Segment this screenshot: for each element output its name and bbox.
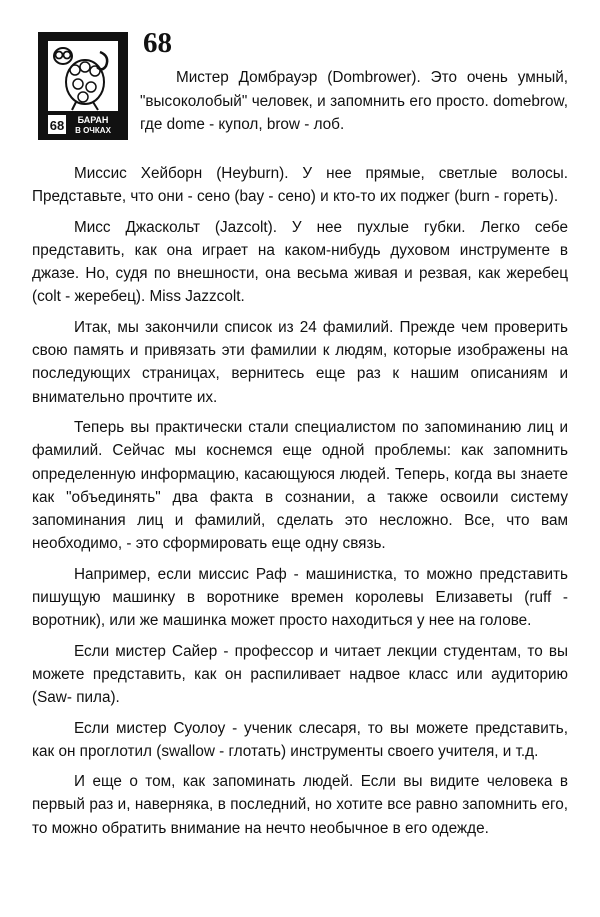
stamp-number: 68	[49, 118, 65, 133]
stamp-line1: БАРАН	[77, 115, 109, 125]
page-number: 68	[143, 27, 172, 59]
paragraph: Мисс Джаскольт (Jazcolt). У нее пухлые губки. Легко себе представить, как она играет на каком-нибудь духовом инструменте в джазе. Но, судя по внешности, она весьма живая и резвая, как жеребец (colt - жеребец). Miss Jazzcolt.	[32, 218, 568, 306]
paragraph: Если мистер Сайер - профессор и читает лекции студентам, то вы можете представить, как он распиливает надвое класс или аудиторию (Saw- пила).	[32, 642, 568, 707]
paragraph: Итак, мы закончили список из 24 фамилий. Прежде чем проверить свою память и привязать эти фамилии к людям, которые изображены на последующих страницах, вернитесь еще раз к нашим описаниям и внимательно прочтите их.	[32, 318, 568, 406]
paragraph: И еще о том, как запоминать людей. Если вы видите человека в первый раз и, наверняка, в последний, но хотите все равно запомнить его, то можно обратить внимание на нечто необычное в его одежде.	[32, 773, 568, 837]
sheep-icon	[38, 32, 128, 140]
intro-block	[140, 66, 568, 137]
stamp-line2: В ОЧКАХ	[75, 126, 111, 135]
paragraph: Например, если миссис Раф - машинистка, то можно представить пишущую машинку в воротнике времен королевы Елизаветы (ruff - воротник), или же машинка может просто находиться у нее на голове.	[32, 565, 568, 630]
paragraph: Миссис Хейборн (Heyburn). У нее прямые, светлые волосы. Представьте, что они - сено (bay - сено) и кто-то их поджег (burn - гореть).	[32, 165, 568, 206]
paragraph: Если мистер Суолоу - ученик слесаря, то вы можете представить, как он проглотил (swallow - глотать) инструменты своего учителя, и т.д.	[32, 719, 568, 760]
body-text	[32, 162, 568, 847]
sheep-in-glasses-stamp	[38, 32, 128, 140]
intro-paragraph: Мистер Домбрауэр (Dombrower). Это очень умный, "высоколобый" человек, и запомнить его просто. domebrow, где dome - купол, brow - лоб.	[140, 69, 568, 133]
paragraph: Теперь вы практически стали специалистом по запоминанию лиц и фамилий. Сейчас мы коснемся еще одной проблемы: как запомнить определенную информацию, касающуюся людей. Теперь, когда вы знаете как "объединять" два факта в сознании, а также освоили систему запоминания лиц и фамилий, сделать это несложно. Все, что вам необходимо, - это сформировать еще одну связь.	[32, 418, 568, 553]
